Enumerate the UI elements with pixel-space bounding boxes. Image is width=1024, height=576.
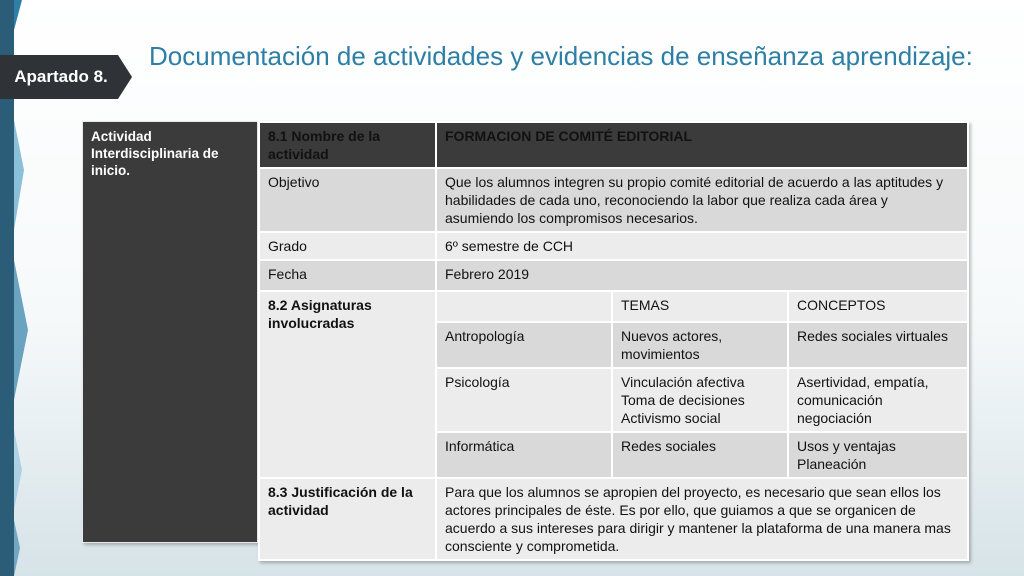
activity-name-label: 8.1 Nombre de la actividad bbox=[259, 122, 436, 168]
grado-value: 6º semestre de CCH bbox=[436, 232, 968, 260]
justificacion-label: 8.3 Justificación de la actividad bbox=[259, 478, 436, 560]
objetivo-label: Objetivo bbox=[259, 168, 436, 232]
table-row bbox=[259, 168, 968, 232]
page-title: Documentación de actividades y evidencias de enseñanza aprendizaje: bbox=[149, 41, 973, 71]
table-row bbox=[259, 122, 968, 168]
table-row bbox=[259, 232, 968, 260]
objetivo-value: Que los alumnos integren su propio comité editorial de acuerdo a las aptitudes y habilidades de cada uno, reconociendo la labor que realiza cada área y asumiendo los compromisos necesarios. bbox=[436, 168, 968, 232]
activity-type-label: Actividad Interdisciplinaria de inicio. bbox=[82, 121, 258, 543]
subject-conceptos: Usos y ventajas Planeación bbox=[788, 432, 968, 478]
activity-name-value: FORMACION DE COMITÉ EDITORIAL bbox=[436, 122, 968, 168]
subject-conceptos: Redes sociales virtuales bbox=[788, 322, 968, 368]
subject-name: Psicología bbox=[436, 368, 612, 432]
conceptos-header: CONCEPTOS bbox=[788, 291, 968, 322]
section-badge: Apartado 8. bbox=[14, 67, 108, 86]
table-row bbox=[259, 291, 968, 322]
subject-temas: Nuevos actores, movimientos bbox=[612, 322, 788, 368]
temas-header: TEMAS bbox=[612, 291, 788, 322]
subject-name: Antropología bbox=[436, 322, 612, 368]
activity-table bbox=[258, 121, 969, 561]
justificacion-value: Para que los alumnos se apropien del proyecto, es necesario que sean ellos los actores principales de éste. Es por ello, que guiamos a que se organicen de acuerdo a sus intereses para dirigir y mantener la plataforma de una manera mas consciente y comprometida. bbox=[436, 478, 968, 560]
subject-temas: Vinculación afectiva Toma de decisiones Activismo social bbox=[612, 368, 788, 432]
table-row bbox=[259, 260, 968, 291]
asignaturas-label: 8.2 Asignaturas involucradas bbox=[259, 291, 436, 478]
subject-temas: Redes sociales bbox=[612, 432, 788, 478]
subjects-header-empty bbox=[436, 291, 612, 322]
subject-conceptos: Asertividad, empatía, comunicación negociación bbox=[788, 368, 968, 432]
subject-name: Informática bbox=[436, 432, 612, 478]
table-row bbox=[259, 478, 968, 560]
grado-label: Grado bbox=[259, 232, 436, 260]
fecha-label: Fecha bbox=[259, 260, 436, 291]
fecha-value: Febrero 2019 bbox=[436, 260, 968, 291]
